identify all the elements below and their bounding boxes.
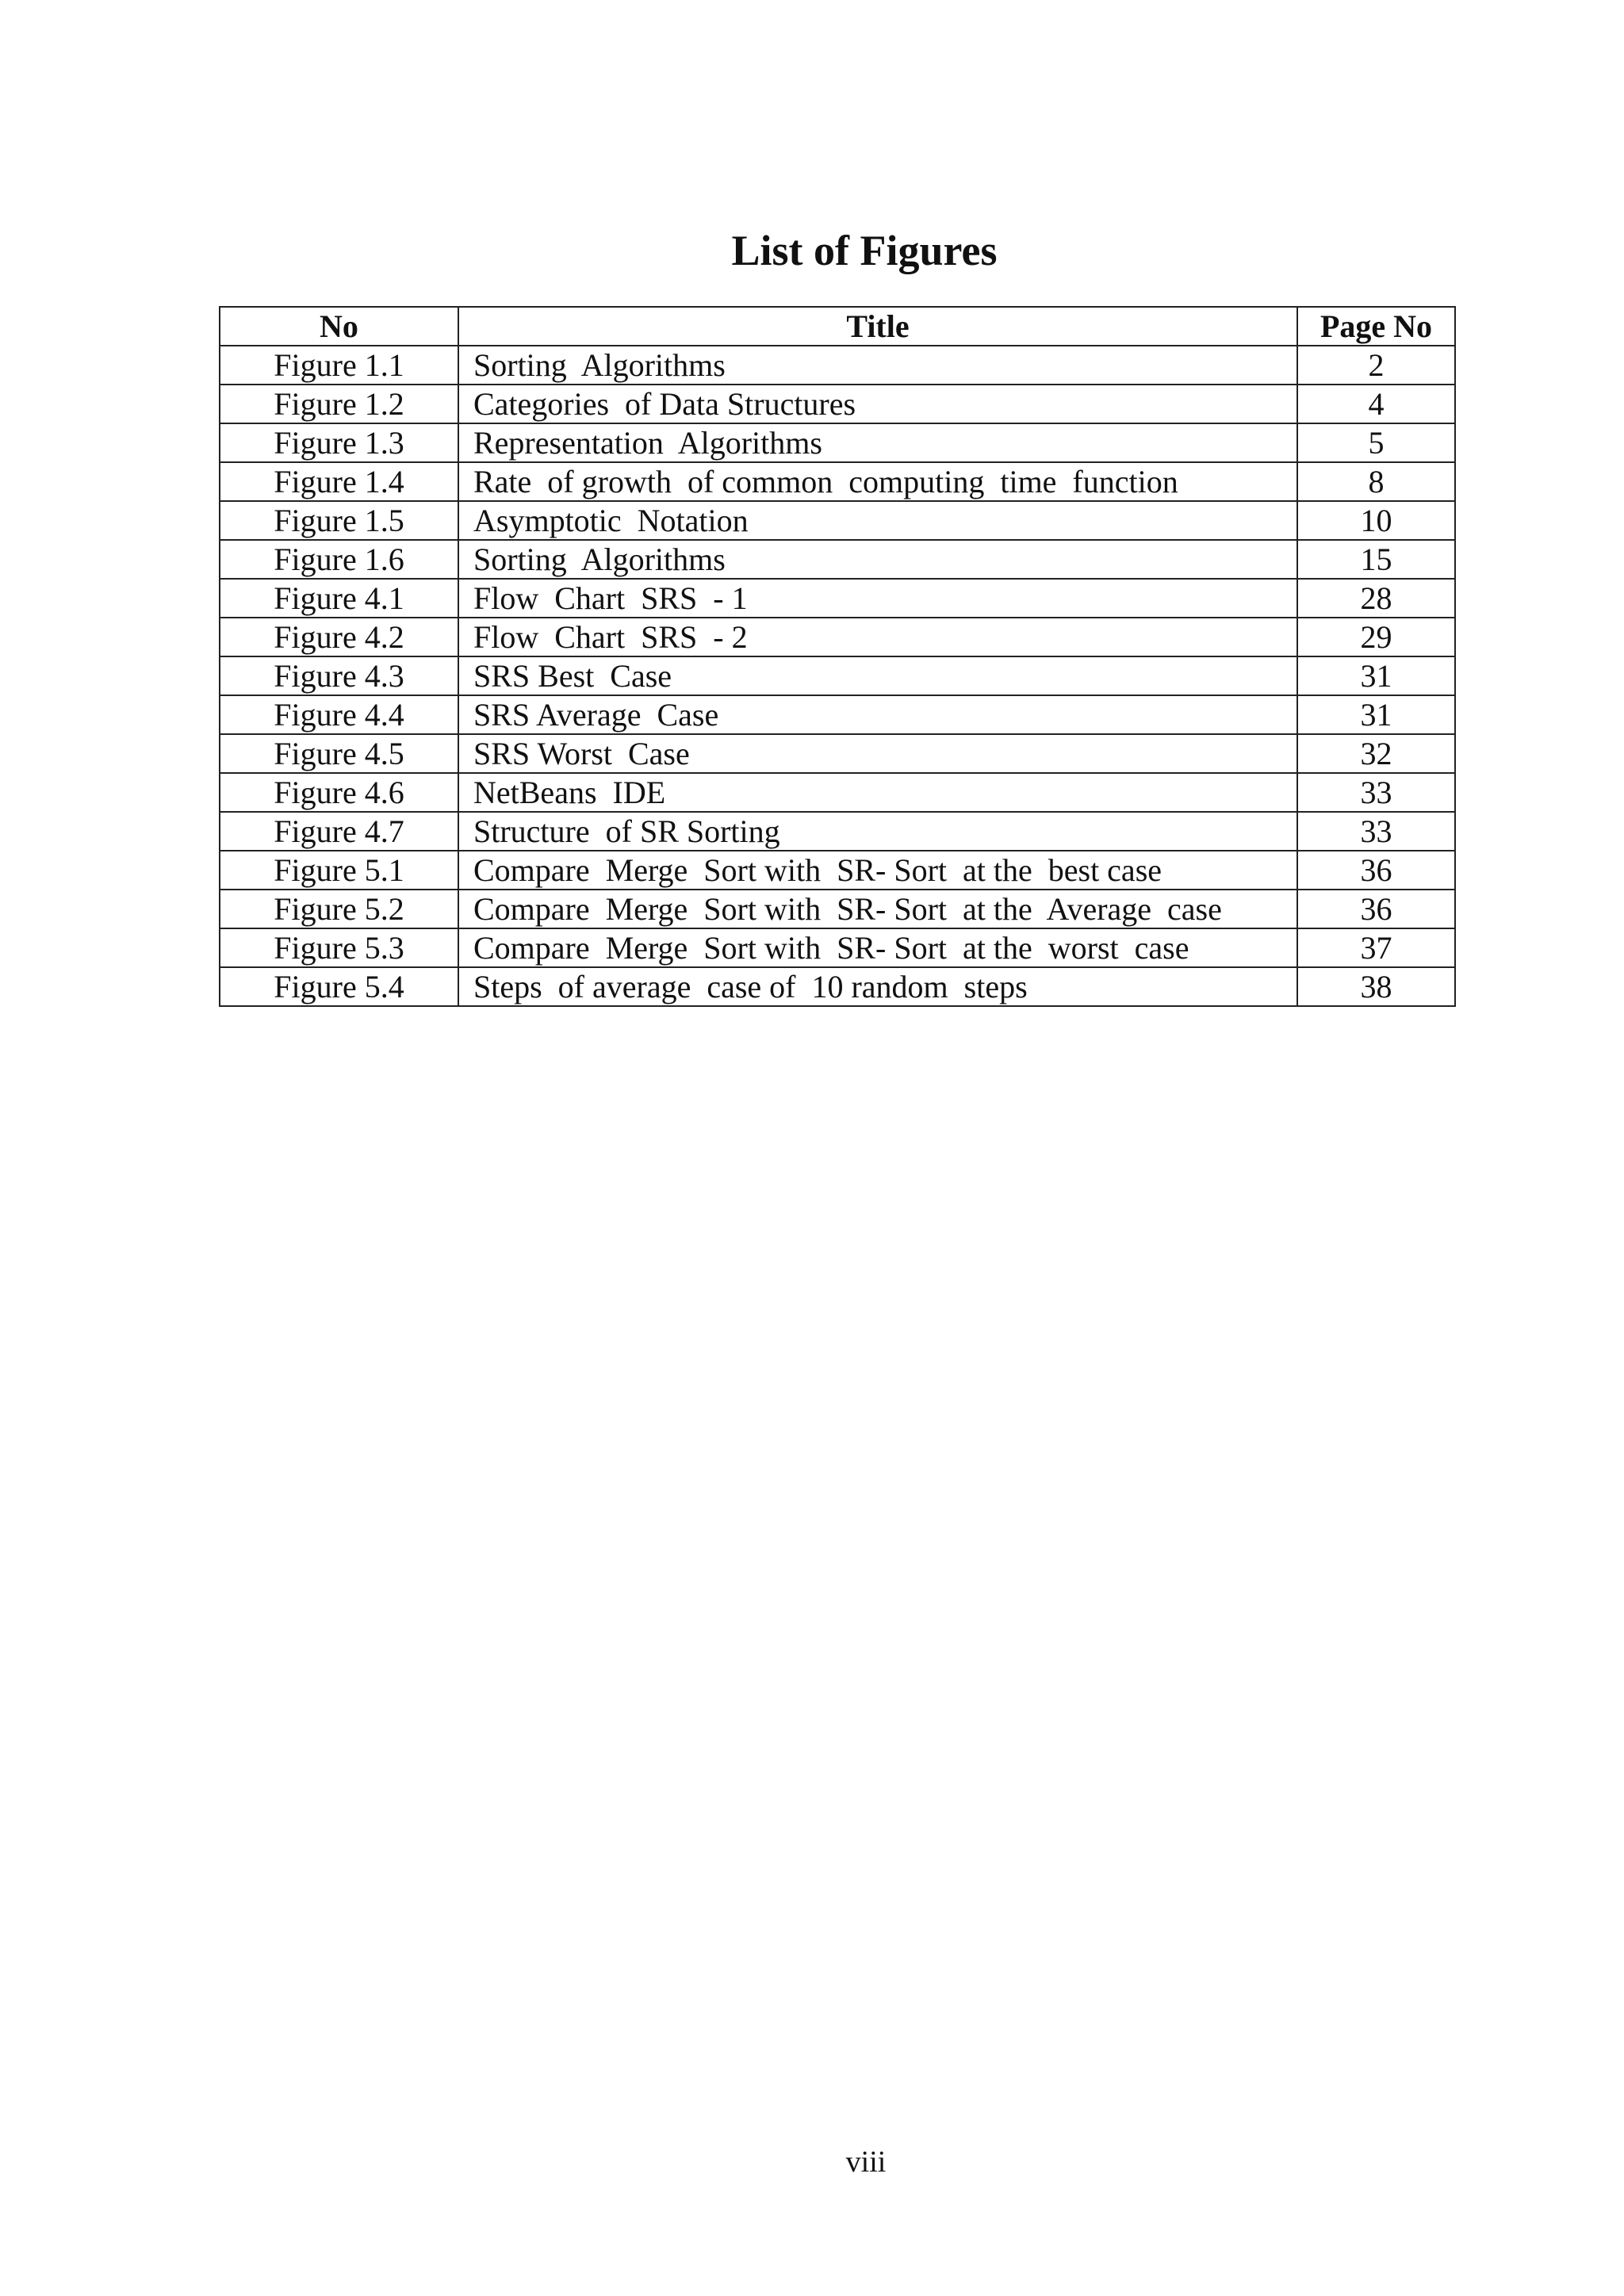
figure-title-cell: Compare Merge Sort with SR- Sort at the best case bbox=[458, 851, 1297, 890]
figure-title-cell: Steps of average case of 10 random steps bbox=[458, 967, 1297, 1006]
figure-title-cell: SRS Worst Case bbox=[458, 734, 1297, 773]
table-header bbox=[220, 307, 1455, 346]
figure-title-cell: NetBeans IDE bbox=[458, 773, 1297, 812]
table-row bbox=[220, 501, 1455, 540]
figure-number-cell: Figure 4.5 bbox=[220, 734, 458, 773]
table-row bbox=[220, 579, 1455, 618]
figure-title-cell: Compare Merge Sort with SR- Sort at the worst case bbox=[458, 928, 1297, 967]
figure-number-cell: Figure 5.1 bbox=[220, 851, 458, 890]
figure-number-cell: Figure 4.6 bbox=[220, 773, 458, 812]
figure-number-cell: Figure 1.2 bbox=[220, 385, 458, 423]
table-row bbox=[220, 812, 1455, 851]
figure-number-cell: Figure 4.7 bbox=[220, 812, 458, 851]
page-title: List of Figures bbox=[731, 227, 998, 275]
page-number-cell: 28 bbox=[1297, 579, 1455, 618]
figure-number-cell: Figure 4.3 bbox=[220, 656, 458, 695]
page-number-cell: 36 bbox=[1297, 851, 1455, 890]
table-row bbox=[220, 423, 1455, 462]
figure-title-cell: Representation Algorithms bbox=[458, 423, 1297, 462]
table-row bbox=[220, 618, 1455, 656]
page-number-cell: 31 bbox=[1297, 695, 1455, 734]
table-row bbox=[220, 346, 1455, 385]
figure-title-cell: Categories of Data Structures bbox=[458, 385, 1297, 423]
table-row bbox=[220, 773, 1455, 812]
figure-title-cell: Rate of growth of common computing time function bbox=[458, 462, 1297, 501]
table-row bbox=[220, 851, 1455, 890]
figures-table bbox=[219, 306, 1456, 1007]
figure-number-cell: Figure 5.2 bbox=[220, 890, 458, 928]
page-number-cell: 33 bbox=[1297, 812, 1455, 851]
page-number-cell: 15 bbox=[1297, 540, 1455, 579]
page-number-cell: 4 bbox=[1297, 385, 1455, 423]
figure-title-cell: Sorting Algorithms bbox=[458, 346, 1297, 385]
figure-number-cell: Figure 4.4 bbox=[220, 695, 458, 734]
figure-title-cell: SRS Best Case bbox=[458, 656, 1297, 695]
table-row bbox=[220, 967, 1455, 1006]
figure-number-cell: Figure 1.5 bbox=[220, 501, 458, 540]
figure-number-cell: Figure 4.1 bbox=[220, 579, 458, 618]
figure-title-cell: Flow Chart SRS - 2 bbox=[458, 618, 1297, 656]
figure-title-cell: Flow Chart SRS - 1 bbox=[458, 579, 1297, 618]
figure-number-cell: Figure 5.3 bbox=[220, 928, 458, 967]
page-number-cell: 10 bbox=[1297, 501, 1455, 540]
header-row bbox=[220, 307, 1455, 346]
page-number-cell: 38 bbox=[1297, 967, 1455, 1006]
page-number-cell: 8 bbox=[1297, 462, 1455, 501]
figure-title-cell: Compare Merge Sort with SR- Sort at the Average case bbox=[458, 890, 1297, 928]
page-number-cell: 31 bbox=[1297, 656, 1455, 695]
page-number-cell: 37 bbox=[1297, 928, 1455, 967]
header-no: No bbox=[220, 307, 458, 346]
page-number-cell: 36 bbox=[1297, 890, 1455, 928]
table-row bbox=[220, 734, 1455, 773]
page-number-cell: 2 bbox=[1297, 346, 1455, 385]
figure-number-cell: Figure 1.1 bbox=[220, 346, 458, 385]
page-number-cell: 5 bbox=[1297, 423, 1455, 462]
page-number-cell: 32 bbox=[1297, 734, 1455, 773]
figure-title-cell: Asymptotic Notation bbox=[458, 501, 1297, 540]
table-row bbox=[220, 385, 1455, 423]
figure-number-cell: Figure 5.4 bbox=[220, 967, 458, 1006]
figure-title-cell: SRS Average Case bbox=[458, 695, 1297, 734]
table-row bbox=[220, 695, 1455, 734]
header-page-no: Page No bbox=[1297, 307, 1455, 346]
page-number-cell: 33 bbox=[1297, 773, 1455, 812]
table-row bbox=[220, 656, 1455, 695]
figure-number-cell: Figure 1.4 bbox=[220, 462, 458, 501]
table-row bbox=[220, 928, 1455, 967]
figure-number-cell: Figure 1.6 bbox=[220, 540, 458, 579]
figure-number-cell: Figure 1.3 bbox=[220, 423, 458, 462]
page-number-cell: 29 bbox=[1297, 618, 1455, 656]
table-row bbox=[220, 462, 1455, 501]
table-row bbox=[220, 890, 1455, 928]
table-body bbox=[220, 346, 1455, 1006]
header-title: Title bbox=[458, 307, 1297, 346]
figure-title-cell: Sorting Algorithms bbox=[458, 540, 1297, 579]
figure-number-cell: Figure 4.2 bbox=[220, 618, 458, 656]
page-number: viii bbox=[845, 2145, 887, 2179]
figure-title-cell: Structure of SR Sorting bbox=[458, 812, 1297, 851]
table-row bbox=[220, 540, 1455, 579]
